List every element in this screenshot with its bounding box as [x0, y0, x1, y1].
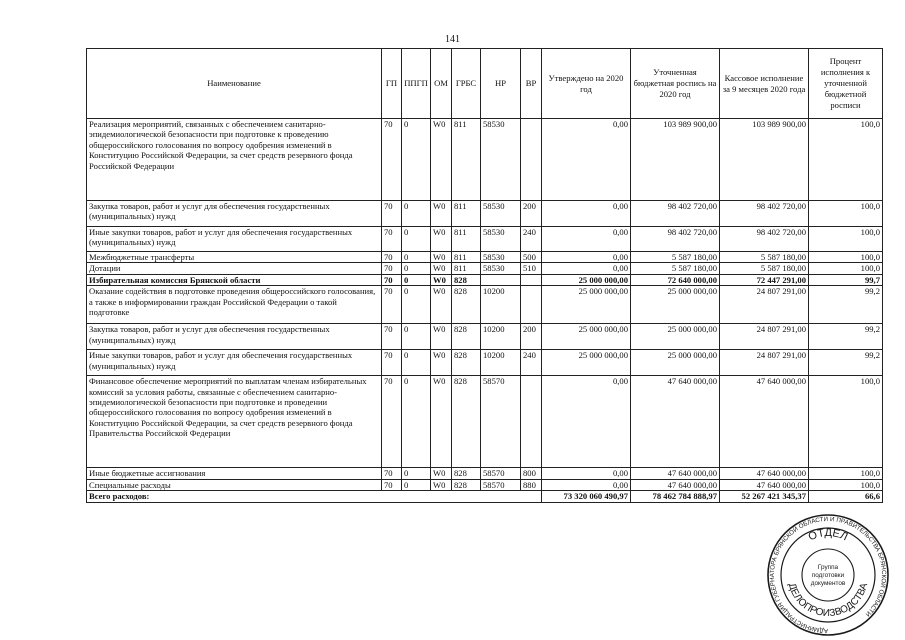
row-nr: 10200 [481, 350, 521, 376]
table-row [87, 468, 883, 479]
row-om: W0 [431, 350, 452, 376]
header-om: ОМ [431, 49, 452, 119]
row-nr: 58570 [481, 479, 521, 490]
row-ppgp: 0 [402, 350, 431, 376]
row-ppgp: 0 [402, 376, 431, 468]
row-refined: 5 587 180,00 [631, 252, 720, 263]
stamp-center-line-1: Группа [817, 564, 839, 571]
row-vr: 800 [521, 468, 542, 479]
row-approved: 25 000 000,00 [542, 350, 631, 376]
row-grbs: 828 [452, 274, 481, 285]
row-approved: 0,00 [542, 119, 631, 201]
row-name: Иные закупки товаров, работ и услуг для обеспечения государственных (муниципальных) нужд [87, 227, 382, 252]
table-row [87, 376, 883, 468]
row-ppgp: 0 [402, 119, 431, 201]
row-vr: 500 [521, 252, 542, 263]
row-om: W0 [431, 286, 452, 324]
row-refined: 5 587 180,00 [631, 263, 720, 274]
row-om: W0 [431, 119, 452, 201]
row-grbs: 828 [452, 468, 481, 479]
row-cash: 24 807 291,00 [720, 324, 809, 350]
total-refined: 78 462 784 888,97 [631, 491, 720, 503]
stamp-center-line-2: подготовки [811, 572, 845, 579]
row-percent: 100,0 [809, 252, 883, 263]
row-cash: 103 989 900,00 [720, 119, 809, 201]
row-grbs: 828 [452, 479, 481, 490]
row-ppgp: 0 [402, 201, 431, 227]
header-grbs: ГРБС [452, 49, 481, 119]
row-name: Реализация мероприятий, связанных с обеспечением санитарно-эпидемиологической безопасности при подготовке к проведению общероссийского голосования по вопросу одобрения изменений в Конституцию Российской Федерации, за счет средств резервного фонда Российской Федерации [87, 119, 382, 201]
table-row [87, 324, 883, 350]
row-gp: 70 [382, 263, 402, 274]
header-approved: Утверждено на 2020 год [542, 49, 631, 119]
table-row [87, 286, 883, 324]
row-nr: 58530 [481, 119, 521, 201]
row-gp: 70 [382, 119, 402, 201]
table-row [87, 201, 883, 227]
row-gp: 70 [382, 201, 402, 227]
row-name: Оказание содействия в подготовке проведения общероссийского голосования, а также в информировании граждан Российской Федерации о такой подготовке [87, 286, 382, 324]
row-refined: 25 000 000,00 [631, 350, 720, 376]
row-om: W0 [431, 252, 452, 263]
row-gp: 70 [382, 252, 402, 263]
row-approved: 0,00 [542, 479, 631, 490]
row-nr: 58530 [481, 252, 521, 263]
row-name: Межбюджетные трансферты [87, 252, 382, 263]
header-nr: НР [481, 49, 521, 119]
row-refined: 103 989 900,00 [631, 119, 720, 201]
header-vr: ВР [521, 49, 542, 119]
row-nr: 58530 [481, 201, 521, 227]
stamp-bottom-word: ДЕЛОПРОИЗВОДСТВА [785, 581, 871, 620]
row-refined: 72 640 000,00 [631, 274, 720, 285]
header-ppgp: ППГП [402, 49, 431, 119]
row-name: Закупка товаров, работ и услуг для обеспечения государственных (муниципальных) нужд [87, 324, 382, 350]
budget-table [86, 48, 883, 503]
row-refined: 25 000 000,00 [631, 286, 720, 324]
row-ppgp: 0 [402, 263, 431, 274]
row-approved: 0,00 [542, 263, 631, 274]
row-refined: 47 640 000,00 [631, 376, 720, 468]
row-om: W0 [431, 376, 452, 468]
table-row [87, 119, 883, 201]
row-approved: 25 000 000,00 [542, 324, 631, 350]
row-gp: 70 [382, 468, 402, 479]
row-nr: 10200 [481, 324, 521, 350]
row-approved: 25 000 000,00 [542, 274, 631, 285]
row-percent: 99,7 [809, 274, 883, 285]
row-approved: 0,00 [542, 227, 631, 252]
row-gp: 70 [382, 324, 402, 350]
row-om: W0 [431, 263, 452, 274]
row-ppgp: 0 [402, 274, 431, 285]
row-refined: 98 402 720,00 [631, 201, 720, 227]
row-gp: 70 [382, 479, 402, 490]
row-name: Иные бюджетные ассигнования [87, 468, 382, 479]
row-grbs: 811 [452, 263, 481, 274]
row-percent: 99,2 [809, 350, 883, 376]
row-om: W0 [431, 324, 452, 350]
row-cash: 47 640 000,00 [720, 479, 809, 490]
row-approved: 0,00 [542, 376, 631, 468]
row-percent: 100,0 [809, 479, 883, 490]
row-cash: 5 587 180,00 [720, 252, 809, 263]
row-vr [521, 274, 542, 285]
row-ppgp: 0 [402, 227, 431, 252]
total-approved: 73 320 060 490,97 [542, 491, 631, 503]
row-name: Дотации [87, 263, 382, 274]
table-row [87, 274, 883, 285]
total-label: Всего расходов: [87, 491, 542, 503]
row-gp: 70 [382, 350, 402, 376]
row-refined: 47 640 000,00 [631, 468, 720, 479]
row-percent: 100,0 [809, 263, 883, 274]
row-vr: 510 [521, 263, 542, 274]
row-nr [481, 274, 521, 285]
header-refined: Уточненная бюджетная роспись на 2020 год [631, 49, 720, 119]
table-row [87, 479, 883, 490]
row-gp: 70 [382, 376, 402, 468]
row-cash: 47 640 000,00 [720, 376, 809, 468]
row-ppgp: 0 [402, 252, 431, 263]
row-percent: 100,0 [809, 376, 883, 468]
stamp-top-word: ОТДЕЛ [806, 526, 850, 544]
row-cash: 24 807 291,00 [720, 350, 809, 376]
row-approved: 0,00 [542, 468, 631, 479]
row-name: Специальные расходы [87, 479, 382, 490]
stamp-center-line-3: документов [810, 580, 846, 587]
row-vr [521, 376, 542, 468]
row-grbs: 828 [452, 376, 481, 468]
row-name: Избирательная комиссия Брянской области [87, 274, 382, 285]
row-vr: 240 [521, 350, 542, 376]
header-name: Наименование [87, 49, 382, 119]
row-approved: 25 000 000,00 [542, 286, 631, 324]
row-refined: 25 000 000,00 [631, 324, 720, 350]
row-grbs: 811 [452, 201, 481, 227]
row-refined: 47 640 000,00 [631, 479, 720, 490]
row-cash: 98 402 720,00 [720, 201, 809, 227]
row-ppgp: 0 [402, 324, 431, 350]
total-row [87, 491, 883, 503]
row-percent: 99,2 [809, 324, 883, 350]
row-ppgp: 0 [402, 286, 431, 324]
row-grbs: 828 [452, 324, 481, 350]
row-nr: 10200 [481, 286, 521, 324]
row-nr: 58530 [481, 263, 521, 274]
row-gp: 70 [382, 274, 402, 285]
row-cash: 72 447 291,00 [720, 274, 809, 285]
row-om: W0 [431, 479, 452, 490]
table-row [87, 227, 883, 252]
header-cash: Кассовое исполнение за 9 месяцев 2020 года [720, 49, 809, 119]
row-cash: 98 402 720,00 [720, 227, 809, 252]
row-name: Финансовое обеспечение мероприятий по выплатам членам избирательных комиссий за условия работы, связанные с обеспечением санитарно-эпидемиологической безопасности при подготовке и проведении общероссийского голосования по вопросу одобрения изменений в Конституцию Российской Федерации, за счет средств резервного фонда Правительства Российской Федерации [87, 376, 382, 468]
row-vr: 880 [521, 479, 542, 490]
row-vr [521, 119, 542, 201]
row-grbs: 811 [452, 252, 481, 263]
row-ppgp: 0 [402, 468, 431, 479]
row-cash: 47 640 000,00 [720, 468, 809, 479]
header-gp: ГП [382, 49, 402, 119]
total-percent: 66,6 [809, 491, 883, 503]
row-percent: 100,0 [809, 201, 883, 227]
row-om: W0 [431, 227, 452, 252]
row-om: W0 [431, 468, 452, 479]
department-stamp [760, 512, 896, 638]
row-grbs: 828 [452, 286, 481, 324]
row-nr: 58570 [481, 376, 521, 468]
row-om: W0 [431, 201, 452, 227]
row-nr: 58530 [481, 227, 521, 252]
row-ppgp: 0 [402, 479, 431, 490]
row-approved: 0,00 [542, 201, 631, 227]
stamp-outer-text: АДМИНИСТРАЦИЯ ГУБЕРНАТОРА БРЯНСКОЙ ОБЛАСТИ И ПРАВИТЕЛЬСТВА БРЯНСКОЙ ОБЛАСТИ [768, 515, 888, 635]
row-grbs: 828 [452, 350, 481, 376]
row-nr: 58570 [481, 468, 521, 479]
table-header-row [87, 49, 883, 119]
page-number: 141 [445, 34, 460, 45]
table-body [87, 119, 883, 503]
total-cash: 52 267 421 345,37 [720, 491, 809, 503]
row-vr: 200 [521, 201, 542, 227]
row-grbs: 811 [452, 119, 481, 201]
row-vr: 240 [521, 227, 542, 252]
table-row [87, 350, 883, 376]
row-vr: 200 [521, 324, 542, 350]
row-name: Иные закупки товаров, работ и услуг для обеспечения государственных (муниципальных) нужд [87, 350, 382, 376]
row-percent: 100,0 [809, 468, 883, 479]
row-percent: 99,2 [809, 286, 883, 324]
row-percent: 100,0 [809, 119, 883, 201]
row-grbs: 811 [452, 227, 481, 252]
row-vr [521, 286, 542, 324]
row-refined: 98 402 720,00 [631, 227, 720, 252]
row-gp: 70 [382, 286, 402, 324]
row-cash: 5 587 180,00 [720, 263, 809, 274]
row-cash: 24 807 291,00 [720, 286, 809, 324]
row-om: W0 [431, 274, 452, 285]
row-approved: 0,00 [542, 252, 631, 263]
row-gp: 70 [382, 227, 402, 252]
row-percent: 100,0 [809, 227, 883, 252]
table-row [87, 252, 883, 263]
row-name: Закупка товаров, работ и услуг для обеспечения государственных (муниципальных) нужд [87, 201, 382, 227]
header-percent: Процент исполнения к уточненной бюджетной росписи [809, 49, 883, 119]
table-row [87, 263, 883, 274]
